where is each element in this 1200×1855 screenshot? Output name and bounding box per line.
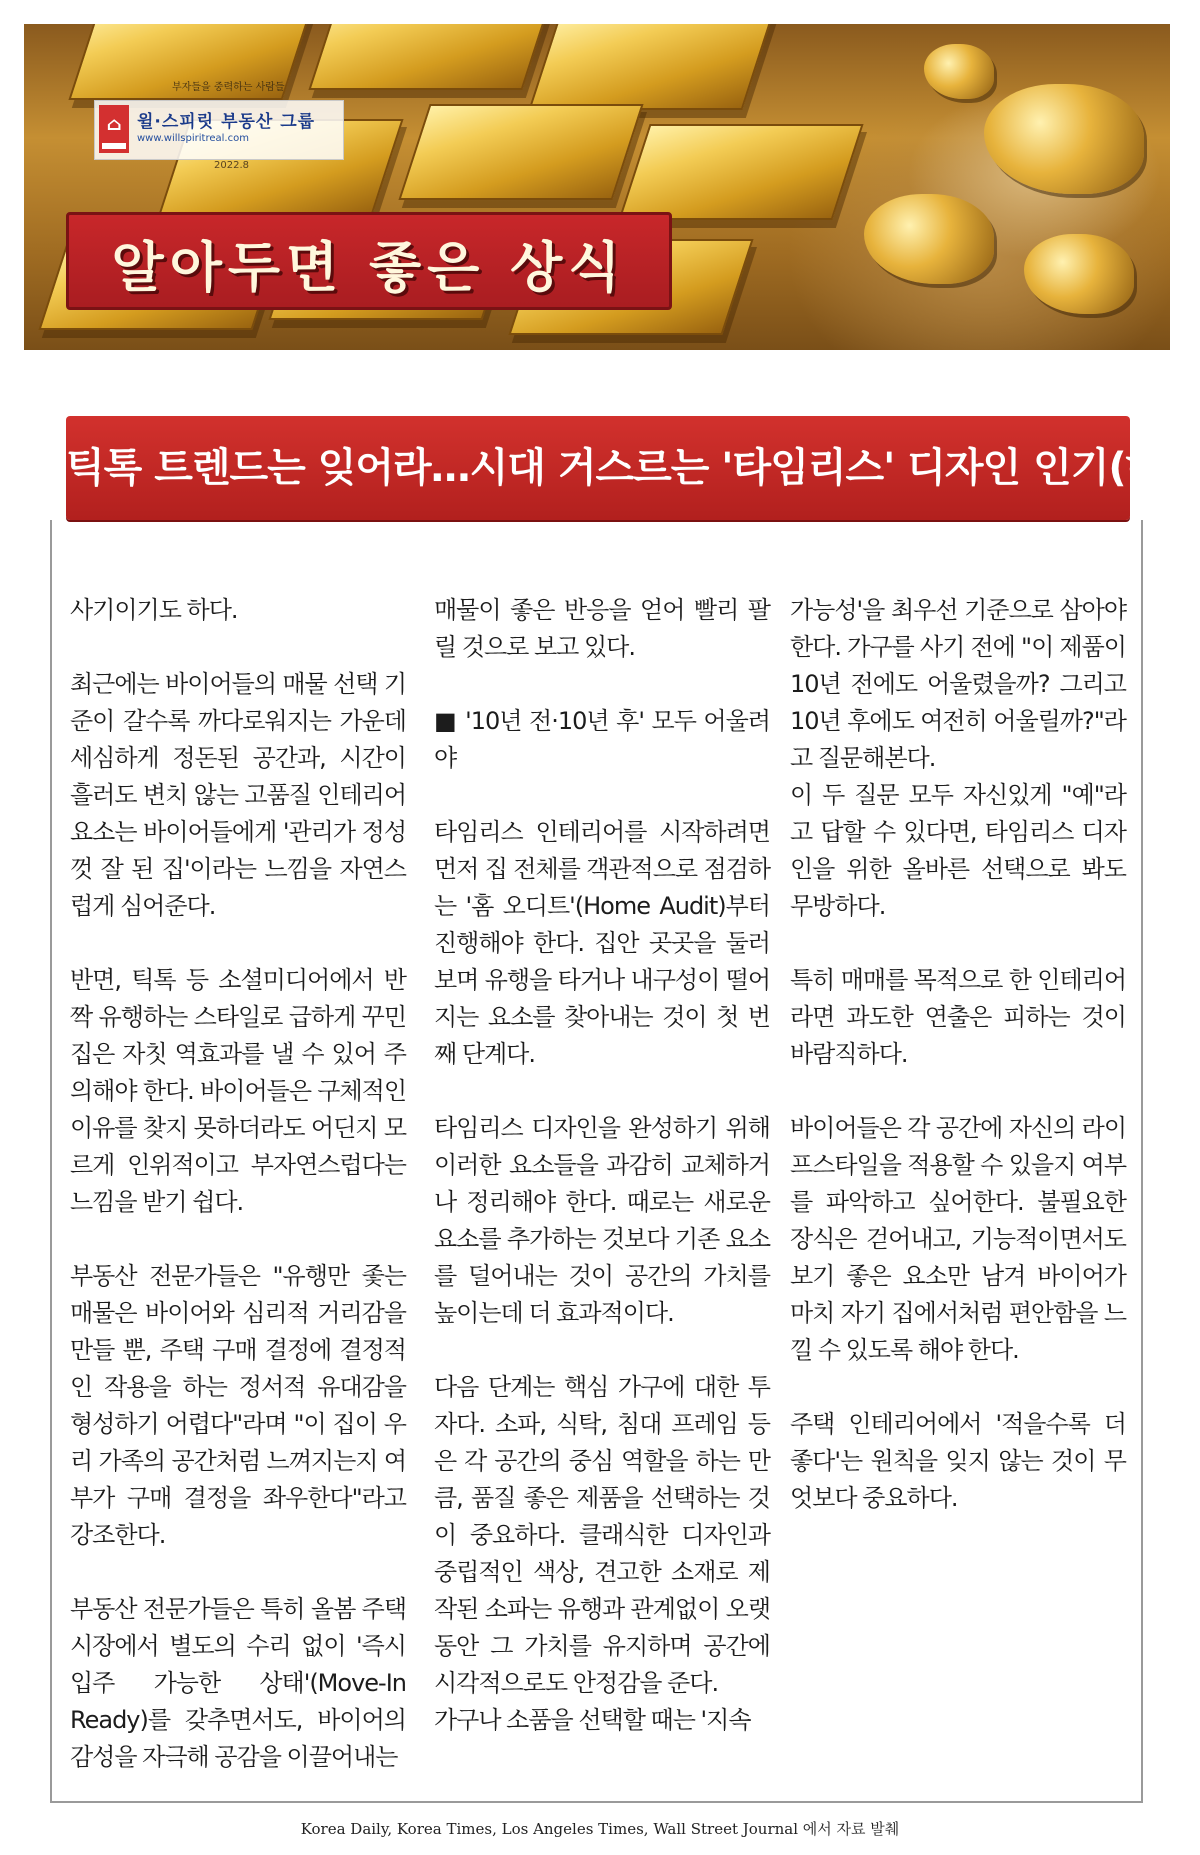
logo-company-name: 윌·스피릿 부동산 그룹 [137,112,316,132]
gold-nugget-image [924,44,994,99]
banner-title-box [66,212,672,310]
gold-nugget-image [864,194,994,284]
gold-bar-image [528,24,773,110]
gold-nugget-image [984,84,1144,194]
article-body [50,520,1143,1803]
gold-bar-image [618,124,863,220]
banner-title: 알아두면 좋은 상식 [111,235,627,299]
logo-box [94,100,344,160]
paragraph: 매물이 좋은 반응을 얻어 빨리 팔릴 것으로 보고 있다. [434,596,770,661]
gold-bar-image [308,24,553,90]
paragraph: 주택 인테리어에서 '적을수록 더 좋다'는 원칙을 잊지 않는 것이 무엇보다 중요하다. [790,1410,1126,1512]
paragraph: 반면, 틱톡 등 소셜미디어에서 반짝 유행하는 스타일로 급하게 꾸민 집은 자칫 역효과를 낼 수 있어 주의해야 한다. 바이어들은 구체적인 이유를 찾지 못하더라도 어딘지 모르게 인위적이고 부자연스럽다는 느낌을 받기 쉽다. [70,966,406,1216]
paragraph: 최근에는 바이어들의 매물 선택 기준이 갈수록 까다로워지는 가운데 세심하게 정돈된 공간과, 시간이 흘러도 변치 않는 고품질 인테리어 요소는 바이어들에게 '관리가 정성껏 잘 된 집'이라는 느낌을 자연스럽게 심어준다. [70,670,406,920]
logo-url: www.willspiritreal.com [137,133,249,144]
paragraph: 사기이기도 하다. [70,596,238,624]
article-headline: 틱톡 트렌드는 잊어라…시대 거스르는 '타임리스' 디자인 인기(하) [66,445,1181,491]
subheading: ■ '10년 전·10년 후' 모두 어울려야 [434,707,770,772]
paragraph: 이 두 질문 모두 자신있게 "예"라고 답할 수 있다면, 타임리스 디자인을 위한 올바른 선택으로 봐도 무방하다. [790,781,1126,920]
logo-tagline: 부자들을 중력하는 사람들 [172,82,285,93]
logo-date: 2022.8 [214,160,249,171]
paragraph: 타임리스 인테리어를 시작하려면 먼저 집 전체를 객관적으로 점검하는 '홈 오디트'(Home Audit)부터 진행해야 한다. 집안 곳곳을 둘러보며 유행을 타거나 내구성이 떨어지는 요소를 찾아내는 것이 첫 번째 단계다. [434,818,770,1068]
paragraph: 가구나 소품을 선택할 때는 '지속 [434,1706,751,1734]
paragraph: 다음 단계는 핵심 가구에 대한 투자다. 소파, 식탁, 침대 프레임 등은 각 공간의 중심 역할을 하는 만큼, 품질 좋은 제품을 선택하는 것이 중요하다. 클래식한 디자인과 중립적인 색상, 견고한 소재로 제작된 소파는 유행과 관계없이 오랫동안 그 가치를 유지하며 공간에 시각적으로도 안정감을 준다. [434,1373,770,1697]
header-banner [24,24,1170,350]
gold-bar-image [398,104,643,200]
article-column-3 [790,592,1126,1554]
gold-nugget-image [1024,234,1134,314]
source-footer: Korea Daily, Korea Times, Los Angeles Times, Wall Street Journal 에서 자료 발췌 [300,1820,900,1838]
article-column-1 [70,592,406,1776]
paragraph: 부동산 전문가들은 특히 올봄 주택 시장에서 별도의 수리 없이 '즉시 입주 가능한 상태'(Move-In Ready)를 갖추면서도, 바이어의 감성을 자극해 공감을 이끌어내는 [70,1595,406,1771]
house-logo-icon: ⌂ [99,105,129,153]
article-headline-box [66,416,1181,520]
paragraph: 특히 매매를 목적으로 한 인테리어라면 과도한 연출은 피하는 것이 바람직하다. [790,966,1126,1068]
article-column-2 [434,592,770,1739]
paragraph: 부동산 전문가들은 "유행만 좇는 매물은 바이어와 심리적 거리감을 만들 뿐, 주택 구매 결정에 결정적인 작용을 하는 정서적 유대감을 형성하기 어렵다"라며 "이 집이 우리 가족의 공간처럼 느껴지는지 여부가 구매 결정을 좌우한다"라고 강조한다. [70,1262,406,1549]
paragraph: 바이어들은 각 공간에 자신의 라이프스타일을 적용할 수 있을지 여부를 파악하고 싶어한다. 불필요한 장식은 걷어내고, 기능적이면서도 보기 좋은 요소만 남겨 바이어가 마치 자기 집에서처럼 편안함을 느낄 수 있도록 해야 한다. [790,1114,1126,1364]
company-logo [94,76,342,171]
paragraph: 가능성'을 최우선 기준으로 삼아야 한다. 가구를 사기 전에 "이 제품이 10년 전에도 어울렸을까? 그리고 10년 후에도 여전히 어울릴까?"라고 질문해본다. [790,596,1126,772]
paragraph: 타임리스 디자인을 완성하기 위해 이러한 요소들을 과감히 교체하거나 정리해야 한다. 때로는 새로운 요소를 추가하는 것보다 기존 요소를 덜어내는 것이 공간의 가치를 높이는데 더 효과적이다. [434,1114,770,1327]
